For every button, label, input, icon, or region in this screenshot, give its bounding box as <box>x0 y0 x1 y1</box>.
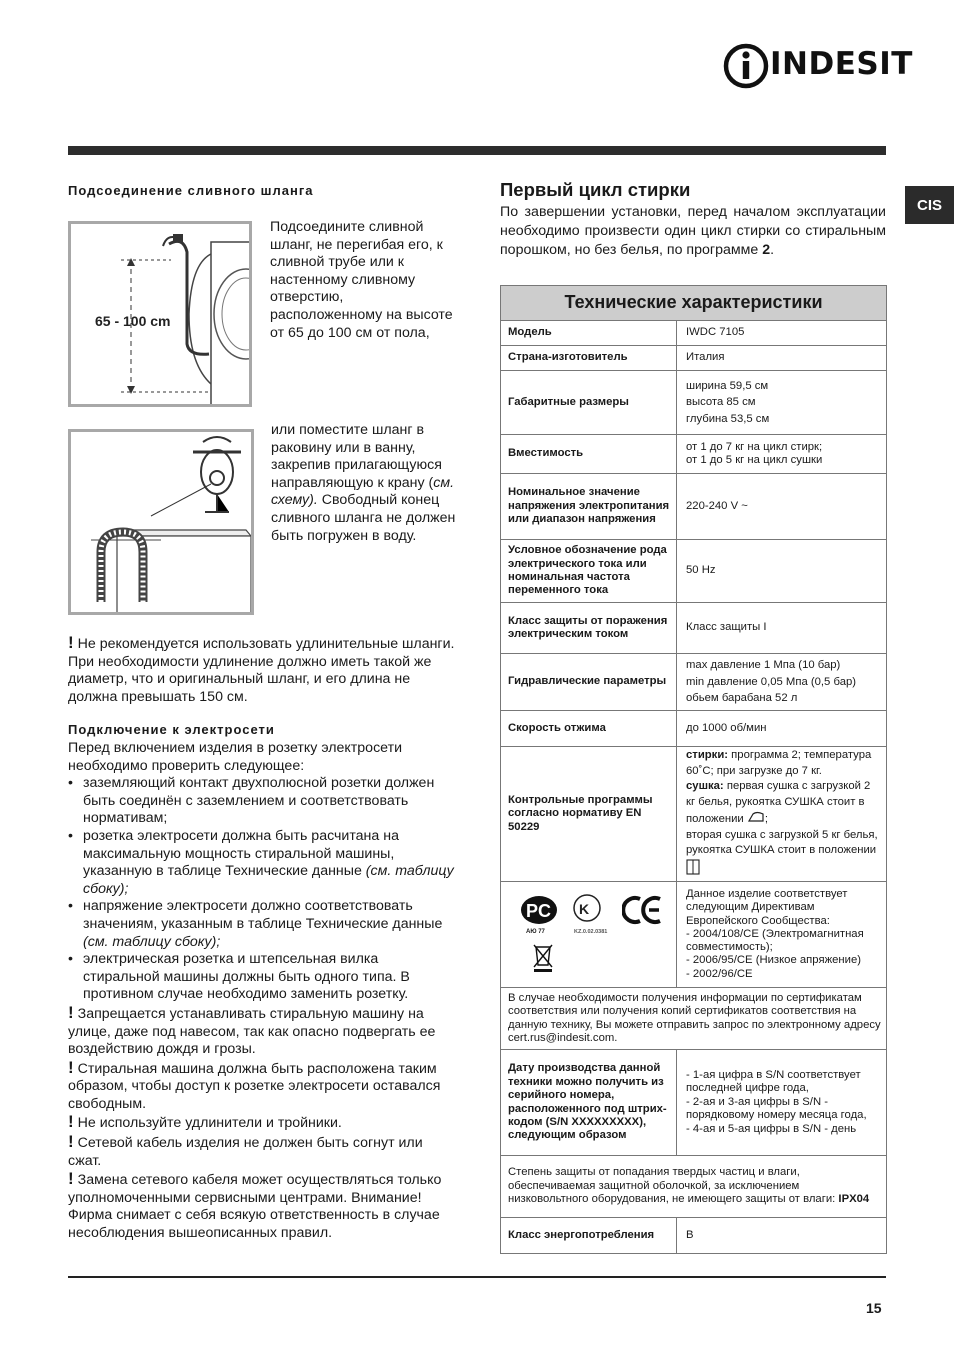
bullet-italic: (см. таблицу сбоку); <box>83 933 221 950</box>
drain-warning <box>68 634 456 706</box>
electric-warning <box>68 1133 456 1170</box>
spec-title: Технические характеристики <box>501 286 887 321</box>
warning-mark: ! <box>68 1169 74 1189</box>
ce-mark-icon <box>622 895 666 925</box>
footer-rule <box>68 1276 886 1278</box>
height-range-label: 65 - 100 cm <box>95 313 171 329</box>
kz-mark-icon <box>572 893 602 923</box>
first-cycle-body: По завершении установки, перед началом эксплуатации необходимо произвести один цикл стирки со стиральным порошком, но без белья, по программе <box>500 204 886 258</box>
table-row <box>501 321 887 346</box>
spec-value: до 1000 об/мин <box>677 711 887 747</box>
list-item <box>68 775 456 828</box>
spec-value: Италия <box>677 346 887 371</box>
electric-heading: Подключение к электросети <box>68 722 275 737</box>
drain-figure-wall <box>68 221 252 407</box>
spec-table <box>500 285 887 1254</box>
protection-class: IPX04 <box>835 1193 870 1206</box>
cert-line: - 2002/96/CE <box>686 967 753 980</box>
control-dry-title: сушка: <box>686 780 724 792</box>
table-row <box>501 711 887 747</box>
table-row <box>501 540 887 603</box>
cert-line: - 2004/108/CE (Электромагнитная совместимость); <box>686 927 864 954</box>
spec-value <box>677 1050 887 1156</box>
table-row <box>501 1218 887 1254</box>
table-row <box>501 346 887 371</box>
control-wash-title: стирки: <box>686 749 729 761</box>
drain-text-wall: Подсоедините сливной шланг, не перегибая его, к сливной трубе или к настенному сливному отверстию, расположенному на высоте от 65 до 100 см от пола, <box>270 219 453 341</box>
control-dry1-text: первая сушка с загрузкой 2 кг белья, рукоятка СУШКА стоит в положении <box>686 780 871 825</box>
spec-line: min давление 0,05 Мпа (0,5 бар) <box>686 675 857 688</box>
spec-value: IWDC 7105 <box>677 321 887 346</box>
language-tab: CIS <box>905 186 954 224</box>
spec-label: Габаритные размеры <box>501 371 677 435</box>
protection-text: Степень защиты от попадания твердых частиц и влаги, обеспечиваемая защитной оболочкой, за исключением низковольтного оборудования, не имеющего защиты от влаги: <box>508 1166 836 1206</box>
bullet-italic: (см. таблицу сбоку); <box>83 863 454 897</box>
spec-label: Страна-изготовитель <box>501 346 677 371</box>
cert-marks <box>501 882 677 988</box>
cert-info: В случае необходимости получения информации по сертификатам соответствия или получения копий сертификатов соответствия на данную технику, Вы можете отправить запрос по электронному адресу cert.rus@indesit.com. <box>501 988 887 1050</box>
first-cycle-end: . <box>770 242 775 258</box>
table-row <box>501 1156 887 1218</box>
spec-value <box>677 747 887 882</box>
sink-drain-illustration-icon <box>71 432 251 612</box>
page-number: 15 <box>866 1300 882 1316</box>
list-item <box>68 951 456 1004</box>
drain-text-sink-part1: или поместите шланг в раковину или в ванну, закрепив прилагающуюся направляющую к крану ( <box>271 422 442 491</box>
protection-info <box>501 1156 887 1218</box>
table-row <box>501 474 887 540</box>
table-row <box>501 371 887 435</box>
table-row <box>501 1050 887 1156</box>
control-wash-text: программа 2; температура 60˚C; при загрузке до 7 кг. <box>686 749 872 777</box>
cert-marks-area <box>508 885 672 985</box>
gost-r-mark-icon <box>520 895 558 925</box>
spec-value <box>677 371 887 435</box>
spec-label: Скорость отжима <box>501 711 677 747</box>
electric-warning-text: Замена сетевого кабеля может осуществляться только уполномоченными сервисными центрами. Внимание! Фирма снимает с себя всякую ответственность в случае несоблюдения вышеописанных правил. <box>68 1172 442 1242</box>
bullet-text: заземляющий контакт двухполюсной розетки должен быть соединён с заземлением и соответствовать нормативам; <box>83 775 435 827</box>
spec-line: от 1 до 5 кг на цикл сушки <box>686 454 823 466</box>
spec-label: Контрольные программы согласно нормативу EN 50229 <box>501 747 677 882</box>
production-line: - 4-ая и 5-ая цифры в S/N - день <box>686 1122 857 1135</box>
first-cycle-heading: Первый цикл стирки <box>500 179 691 200</box>
control-dry1-end: ; <box>764 813 769 825</box>
electric-warning-text: Стиральная машина должна быть расположена таким образом, чтобы доступ к розетке электросети оставался свободным. <box>68 1060 441 1112</box>
electric-warning-text: Сетевой кабель изделия не должен быть согнут или сжат. <box>68 1135 423 1169</box>
spec-value <box>677 435 887 474</box>
spec-line: max давление 1 Мпа (10 бар) <box>686 659 841 672</box>
warning-mark: ! <box>68 1132 74 1152</box>
spec-value: 220-240 V ~ <box>677 474 887 540</box>
spec-line: высота 85 см <box>686 396 756 409</box>
cert-line: Данное изделие соответствует следующим Директивам Европейского Сообщества: <box>686 887 848 927</box>
gost-code: АЮ 77 <box>526 928 545 935</box>
production-line: - 2-ая и 3-ая цифры в S/N - порядковому номеру месяца года, <box>686 1095 867 1122</box>
electric-warning-text: Запрещается устанавливать стиральную машину на улице, даже под навесом, так как опасно подвергать ее воздействию дождя и грозы. <box>68 1005 436 1058</box>
spec-label: Класс защиты от поражения электрическим током <box>501 603 677 654</box>
drain-text-sink-italic: см. схему). <box>271 474 455 509</box>
spec-value: B <box>677 1218 887 1254</box>
warning-mark: ! <box>68 1057 74 1077</box>
warning-mark: ! <box>68 633 74 652</box>
cert-line: - 2006/95/CE (Низкое апряжение) <box>686 954 861 967</box>
control-dry2-text: вторая сушка с загрузкой 5 кг белья, рукоятка СУШКА стоит в положении <box>686 828 878 856</box>
control-dry1 <box>686 779 882 828</box>
list-item <box>68 898 456 951</box>
list-item <box>68 828 456 898</box>
spec-value <box>677 654 887 711</box>
electric-intro: Перед включением изделия в розетку электросети необходимо проверить следующее: <box>68 740 402 774</box>
table-row <box>501 654 887 711</box>
svg-text:PC: PC <box>526 900 552 921</box>
warning-mark: ! <box>68 1112 74 1132</box>
hanger-icon <box>686 859 700 875</box>
drain-text-sink-part2: Свободный конец сливного шланга не должен быть погружен в воду. <box>271 492 456 544</box>
table-row <box>501 882 887 988</box>
warning-mark: ! <box>68 1002 74 1022</box>
spec-label: Гидравлические параметры <box>501 654 677 711</box>
control-wash <box>686 748 882 779</box>
iron-icon <box>747 810 765 822</box>
electric-warning <box>68 1004 456 1059</box>
drain-text-sink <box>271 422 457 545</box>
electric-warning <box>68 1170 456 1242</box>
table-row <box>501 603 887 654</box>
brand-name: INDESIT <box>770 46 913 82</box>
electric-checklist <box>68 775 456 1004</box>
production-line: - 1-ая цифра в S/N соответствует последней цифре года, <box>686 1068 861 1095</box>
spec-line: обьем барабана 52 л <box>686 692 798 705</box>
spec-label: Класс энергопотребления <box>501 1218 677 1254</box>
drain-warning-text: Не рекомендуется использовать удлинительные шланги. При необходимости удлинение должно иметь такой же диаметр, что и оригинальный шланг, и его длина не должна превышать 150 см. <box>68 636 455 705</box>
spec-line: ширина 59,5 см <box>686 379 769 392</box>
electric-warning <box>68 1059 456 1114</box>
spec-label: Номинальное значение напряжения электропитания или диапазон напряжения <box>501 474 677 540</box>
electric-warning-text: Не используйте удлинители и тройники. <box>77 1115 342 1132</box>
spec-label: Вместимость <box>501 435 677 474</box>
drain-heading: Подсоединение сливного шланга <box>68 183 314 198</box>
table-row <box>501 747 887 882</box>
first-cycle-text <box>500 203 886 260</box>
spec-label: Дату производства данной техники можно получить из серийного номера, расположенного под штрих-кодом (S/N XXXXXXXXX), следующим образом <box>501 1050 677 1156</box>
svg-text:K: K <box>579 900 590 917</box>
kz-code: KZ.0.02.0381 <box>574 928 608 935</box>
spec-value: 50 Hz <box>677 540 887 603</box>
first-cycle-program: 2 <box>762 242 771 258</box>
electric-section <box>68 740 456 1243</box>
drain-figure-sink <box>68 429 254 615</box>
header-rule <box>68 146 886 155</box>
spec-value: Класс защиты I <box>677 603 887 654</box>
table-row <box>501 988 887 1050</box>
control-dry2 <box>686 828 882 881</box>
cert-directives <box>677 882 887 988</box>
table-row <box>501 435 887 474</box>
weee-bin-icon <box>532 941 554 973</box>
bullet-text: напряжение электросети должно соответствовать значениям, указанным в таблице Технические данные <box>83 898 443 932</box>
electric-warning <box>68 1113 456 1133</box>
spec-label: Условное обозначение рода электрического тока или номинальная частота переменного тока <box>501 540 677 603</box>
bullet-text: электрическая розетка и штепсельная вилка стиральной машины должны быть одного типа. В противном случае необходимо заменить розетку. <box>83 951 410 1003</box>
spec-label: Модель <box>501 321 677 346</box>
spec-line: глубина 53,5 см <box>686 412 770 425</box>
spec-line: от 1 до 7 кг на цикл стирк; <box>686 440 823 453</box>
bullet-text: розетка электросети должна быть расчитана на максимальную мощность стиральной машины, указанную в таблице Технические данные <box>83 827 399 880</box>
